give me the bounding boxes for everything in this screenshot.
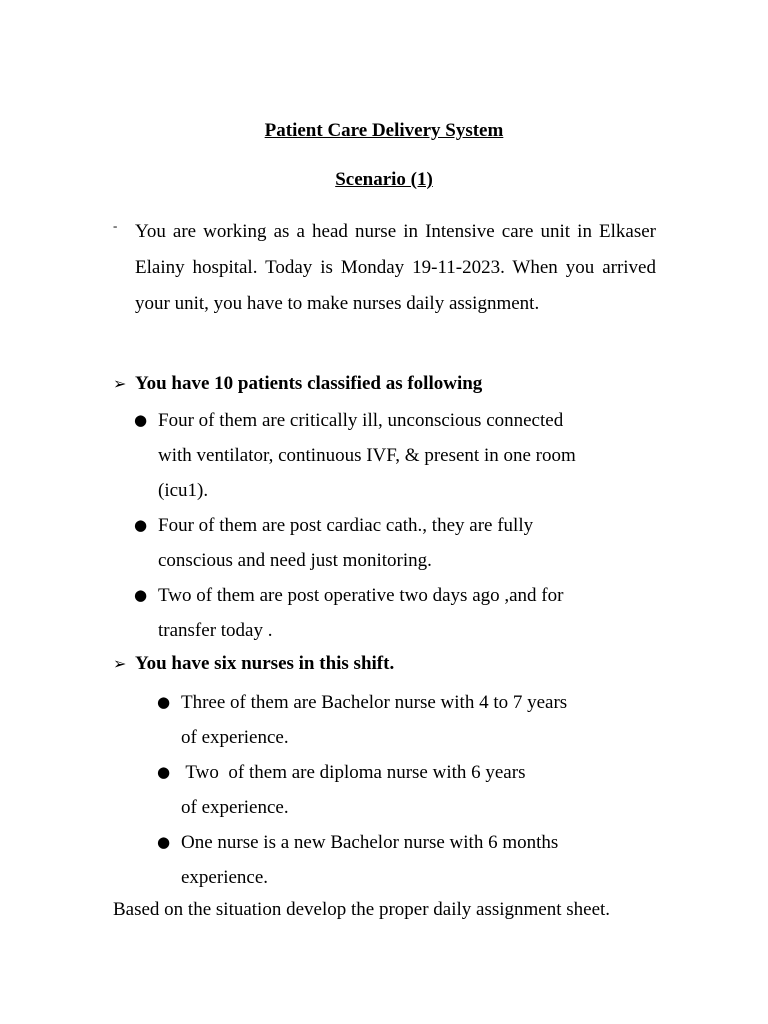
intro-text: You are working as a head nurse in Intensive care unit in Elkaser Elainy hospital. Today is Monday 19-11-2023. When you arrived your unit, you have to make nurses daily assignment.	[135, 221, 656, 314]
list-item-line: Four of them are post cardiac cath., they are fully	[158, 515, 534, 536]
bullet-icon: ●	[157, 833, 171, 851]
bullet-icon: ●	[157, 693, 171, 711]
arrow-bullet-icon: ➢	[113, 654, 127, 673]
patients-list	[134, 403, 618, 648]
nurses-heading	[113, 652, 394, 676]
patients-heading	[113, 372, 482, 396]
list-item-line: Four of them are critically ill, unconscious connected	[158, 410, 564, 431]
bullet-icon: ●	[134, 586, 148, 604]
list-item	[134, 578, 618, 648]
bullet-icon: ●	[157, 763, 171, 781]
list-item	[134, 403, 618, 508]
page-title: Patient Care Delivery System	[264, 120, 504, 141]
list-item-line: transfer today .	[158, 620, 273, 641]
intro-paragraph	[113, 214, 656, 322]
scenario-subtitle: Scenario (1)	[335, 169, 433, 190]
list-item	[157, 825, 621, 895]
dash-marker: -	[113, 218, 118, 233]
nurses-list	[157, 685, 621, 895]
list-item-line: One nurse is a new Bachelor nurse with 6 months	[181, 832, 559, 853]
list-item	[157, 685, 621, 755]
patients-heading-text: You have 10 patients classified as following	[135, 373, 483, 394]
list-item-line: conscious and need just monitoring.	[158, 550, 432, 571]
list-item-line: Three of them are Bachelor nurse with 4 to 7 years	[181, 692, 568, 713]
list-item-line: Two of them are diploma nurse with 6 years	[181, 762, 526, 783]
list-item	[157, 755, 621, 825]
bullet-icon: ●	[134, 411, 148, 429]
list-item-line: Two of them are post operative two days ago ,and for	[158, 585, 564, 606]
list-item-line: of experience.	[181, 727, 289, 748]
list-item-line: of experience.	[181, 797, 289, 818]
arrow-bullet-icon: ➢	[113, 374, 127, 393]
nurses-heading-text: You have six nurses in this shift.	[135, 653, 395, 674]
list-item-line: experience.	[181, 867, 269, 888]
bullet-icon: ●	[134, 516, 148, 534]
list-item-line: with ventilator, continuous IVF, & present in one room	[158, 445, 576, 466]
list-item-line: (icu1).	[158, 480, 209, 501]
closing-instruction: Based on the situation develop the proper daily assignment sheet.	[113, 899, 611, 920]
list-item	[134, 508, 618, 578]
